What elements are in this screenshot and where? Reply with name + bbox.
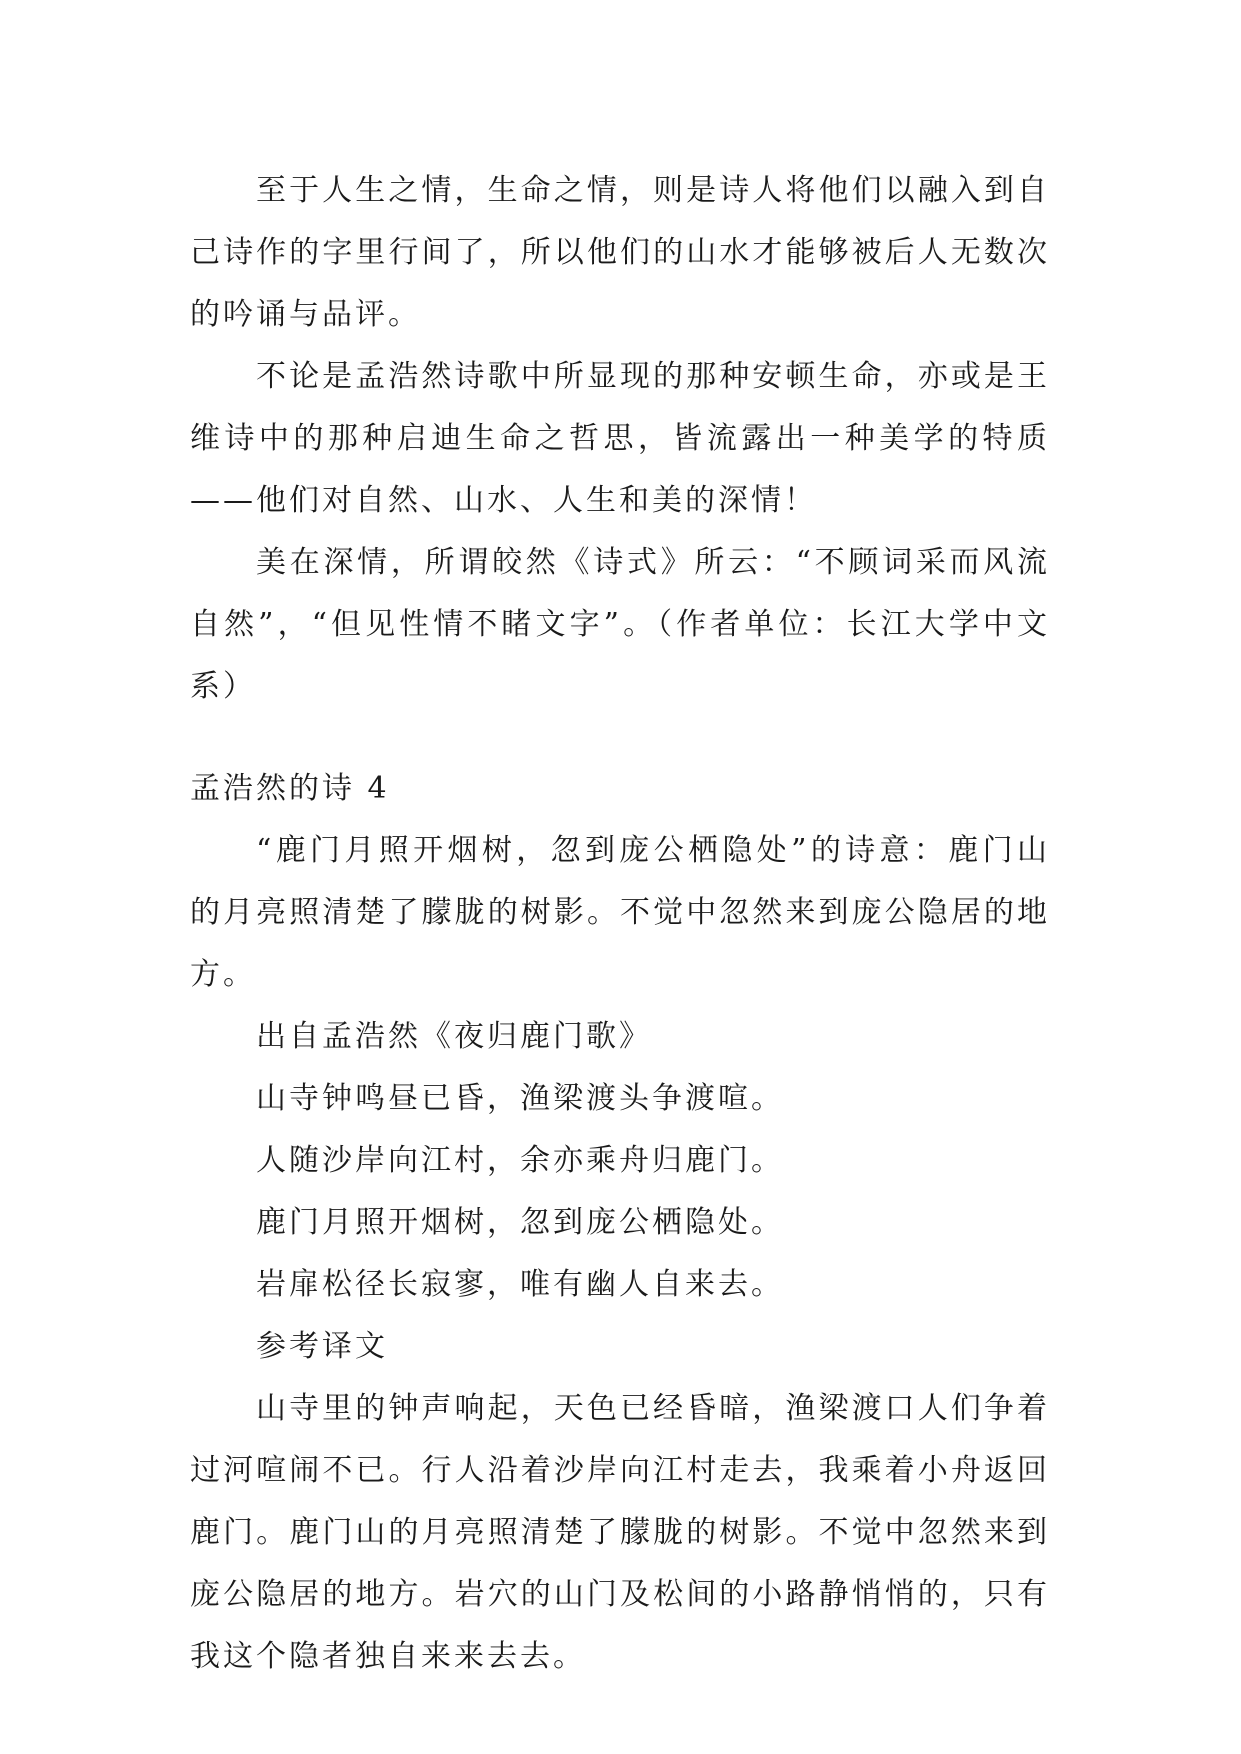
paragraph-conclusion: 美在深情，所谓皎然《诗式》所云：“不顾词采而风流自然”，“但见性情不睹文字”。（作者单位：长江大学中文系） (190, 545, 1050, 704)
paragraph-aesthetic: 不论是孟浩然诗歌中所显现的那种安顿生命，亦或是王维诗中的那种启迪生命之哲思，皆流露出一种美学的特质——他们对自然、山水、人生和美的深情！ (190, 359, 1050, 518)
paragraph-poem-meaning: “鹿门月照开烟树，忽到庞公栖隐处”的诗意：鹿门山的月亮照清楚了朦胧的树影。不觉中忽然来到庞公隐居的地方。 (190, 833, 1050, 992)
document-page (190, 160, 1050, 1688)
paragraph-life-emotion: 至于人生之情，生命之情，则是诗人将他们以融入到自己诗作的字里行间了，所以他们的山水才能够被后人无数次的吟诵与品评。 (190, 173, 1050, 332)
translation-heading: 参考译文 (256, 1329, 388, 1364)
poem-line-3: 鹿门月照开烟树，忽到庞公栖隐处。 (256, 1205, 784, 1240)
poem-line-4: 岩扉松径长寂寥，唯有幽人自来去。 (256, 1267, 784, 1302)
poem-line-1: 山寺钟鸣昼已昏，渔梁渡头争渡喧。 (256, 1081, 784, 1116)
poem-source: 出自孟浩然《夜归鹿门歌》 (256, 1019, 652, 1054)
paragraph-translation: 山寺里的钟声响起，天色已经昏暗，渔梁渡口人们争着过河喧闹不已。行人沿着沙岸向江村走去，我乘着小舟返回鹿门。鹿门山的月亮照清楚了朦胧的树影。不觉中忽然来到庞公隐居的地方。岩穴的山门及松间的小路静悄悄的，只有我这个隐者独自来来去去。 (190, 1391, 1050, 1674)
poem-line-2: 人随沙岸向江村，余亦乘舟归鹿门。 (256, 1143, 784, 1178)
section-title: 孟浩然的诗 4 (190, 771, 390, 806)
section-gap (190, 718, 1050, 758)
